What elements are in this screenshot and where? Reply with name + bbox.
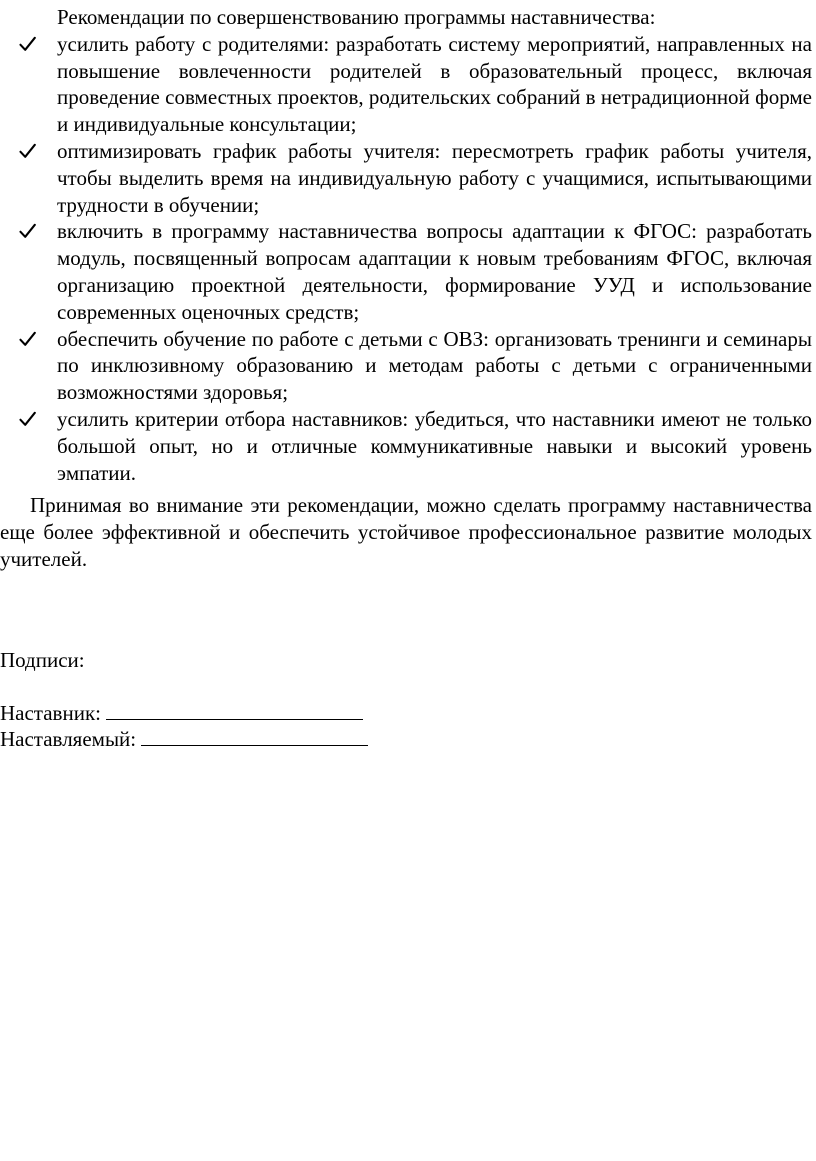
list-item-text: включить в программу наставничества вопросы адаптации к ФГОС: разработать модуль, посвященный вопросам адаптации к новым требованиям ФГОС, включая организацию проектной деятельности, формирование УУД и использование современных оценочных средств; (57, 219, 812, 324)
list-item-text: обеспечить обучение по работе с детьми с ОВЗ: организовать тренинги и семинары по инклюзивному образованию и методам работы с детьми с ограниченными возможностями здоровья; (57, 326, 812, 405)
conclusion-paragraph: Принимая во внимание эти рекомендации, можно сделать программу наставничества еще более эффективной и обеспечить устойчивое профессиональное развитие молодых учителей. (0, 493, 812, 571)
check-icon (19, 411, 36, 427)
check-icon (19, 36, 36, 52)
mentor-signature-line (0, 699, 363, 727)
list-item (0, 138, 816, 218)
list-item (0, 326, 816, 406)
signatures-heading: Подписи: (0, 648, 85, 672)
list-item-text: усилить работу с родителями: разработать систему мероприятий, направленных на повышение вовлеченности родителей в образовательный процесс, включая проведение совместных проектов, родительских собраний в нетрадиционной форме и индивидуальные консультации; (57, 31, 812, 137)
list-item-text: усилить критерии отбора наставников: убедиться, что наставники имеют не только большой опыт, но и отличные коммуникативные навыки и высокий уровень эмпатии. (57, 406, 812, 485)
list-item (0, 218, 816, 325)
check-icon (19, 331, 36, 347)
mentor-label: Наставник: (0, 701, 101, 725)
recommendations-intro: Рекомендации по совершенствованию программы наставничества: (57, 5, 656, 29)
mentor-signature-field (106, 699, 363, 720)
check-icon (19, 143, 36, 159)
list-item-text: оптимизировать график работы учителя: пересмотреть график работы учителя, чтобы выделить время на индивидуальную работу с учащимися, испытывающими трудности в обучении; (57, 138, 812, 217)
mentee-signature-line (0, 725, 368, 753)
mentee-label: Наставляемый: (0, 727, 137, 751)
list-item (0, 406, 816, 486)
recommendations-list (0, 31, 816, 487)
check-icon (19, 223, 36, 239)
list-item (0, 31, 816, 138)
mentee-signature-field (141, 725, 368, 746)
